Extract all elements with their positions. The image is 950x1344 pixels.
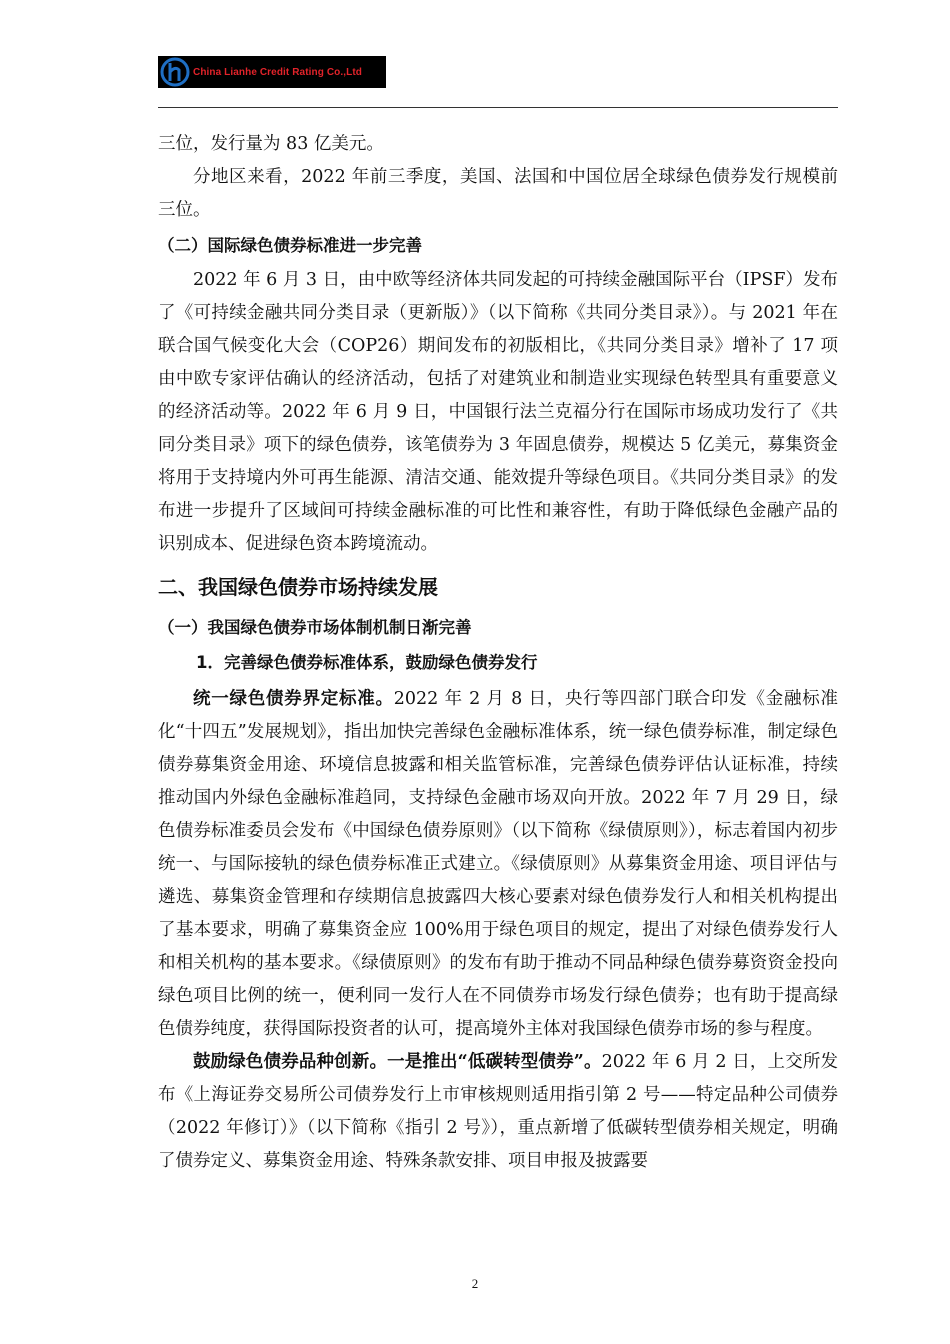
header-logo-banner	[158, 56, 386, 88]
subsection-heading: （一）我国绿色债券市场体制机制日渐完善	[158, 618, 472, 637]
company-name: China Lianhe Credit Rating Co.,Ltd	[193, 66, 362, 78]
header-divider	[158, 107, 838, 108]
subsection-heading: （二）国际绿色债券标准进一步完善	[158, 236, 422, 255]
document-body	[158, 128, 838, 1178]
paragraph: 三位，发行量为 83 亿美元。	[158, 134, 384, 154]
paragraph: 分地区来看，2022 年前三季度，美国、法国和中国位居全球绿色债券发行规模前三位。	[158, 167, 838, 220]
paragraph-lead: 统一绿色债券界定标准。	[193, 689, 394, 709]
lianhe-logo-icon	[160, 57, 190, 87]
paragraph: 2022 年 6 月 3 日，由中欧等经济体共同发起的可持续金融国际平台（IPSF）发布了《可持续金融共同分类目录（更新版）》（以下简称《共同分类目录》）。与 2021 年在联合国气候变化大会（COP26）期间发布的初版相比，《共同分类目录》增补了 17 项由中欧专家评估确认的经济活动，包括了对建筑业和制造业实现绿色转型具有重要意义的经济活动等。2022 年 6 月 9 日，中国银行法兰克福分行在国际市场成功发行了《共同分类目录》项下的绿色债券，该笔债券为 3 年固息债券，规模达 5 亿美元，募集资金将用于支持境内外可再生能源、清洁交通、能效提升等绿色项目。《共同分类目录》的发布进一步提升了区域间可持续金融标准的可比性和兼容性，有助于降低绿色金融产品的识别成本、促进绿色资本跨境流动。	[158, 270, 838, 554]
paragraph	[158, 1046, 838, 1178]
paragraph	[158, 683, 838, 1046]
paragraph-lead: 鼓励绿色债券品种创新。一是推出“低碳转型债券”。	[193, 1052, 602, 1072]
paragraph-text: 2022 年 6 月 2 日，上交所发布《上海证券交易所公司债券发行上市审核规则适用指引第 2 号——特定品种公司债券（2022 年修订）》（以下简称《指引 2 号》），重点新增了低碳转型债券相关规定，明确了债券定义、募集资金用途、特殊条款安排、项目申报及披露要	[158, 1052, 838, 1171]
section-heading: 二、我国绿色债券市场持续发展	[158, 575, 438, 599]
item-heading: 1．完善绿色债券标准体系，鼓励绿色债券发行	[196, 653, 538, 672]
page-number: 2	[471, 1276, 479, 1291]
paragraph-text: 2022 年 2 月 8 日，央行等四部门联合印发《金融标准化“十四五”发展规划》，指出加快完善绿色金融标准体系，统一绿色债券标准，制定绿色债券募集资金用途、环境信息披露和相关监管标准，完善绿色债券评估认证标准，持续推动国内外绿色金融标准趋同，支持绿色金融市场双向开放。2022 年 7 月 29 日，绿色债券标准委员会发布《中国绿色债券原则》（以下简称《绿债原则》），标志着国内初步统一、与国际接轨的绿色债券标准正式建立。《绿债原则》从募集资金用途、项目评估与遴选、募集资金管理和存续期信息披露四大核心要素对绿色债券发行人和相关机构提出了基本要求，明确了募集资金应 100%用于绿色项目的规定，提出了对绿色债券发行人和相关机构的基本要求。《绿债原则》的发布有助于推动不同品种绿色债券募资资金投向绿色项目比例的统一，便利同一发行人在不同债券市场发行绿色债券；也有助于提高绿色债券纯度，获得国际投资者的认可，提高境外主体对我国绿色债券市场的参与程度。	[158, 689, 839, 1039]
